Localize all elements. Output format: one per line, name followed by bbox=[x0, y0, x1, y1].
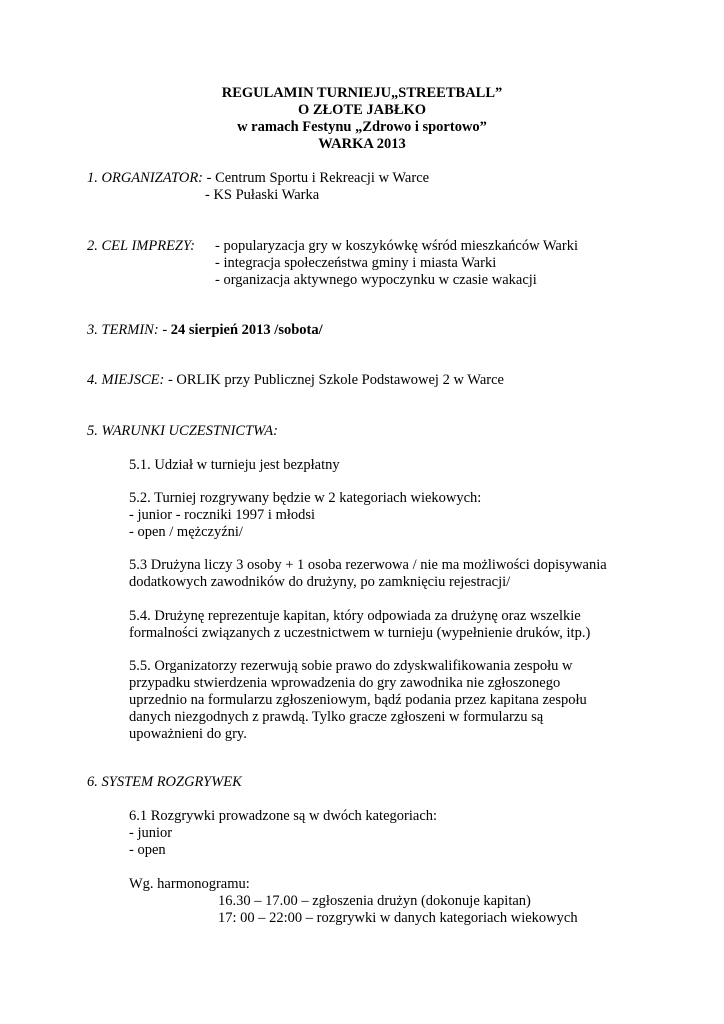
condition-5-3-line-1: 5.3 Drużyna liczy 3 osoby + 1 osoba rezerwowa / nie ma możliwości dopisywania bbox=[129, 557, 607, 573]
condition-5-1: 5.1. Udział w turnieju jest bezpłatny bbox=[129, 457, 340, 473]
system-6-1-line-2: - junior bbox=[129, 825, 173, 841]
system-6-1-line-3: - open bbox=[129, 842, 166, 858]
organizer-item-1: - Centrum Sportu i Rekreacji w Warce bbox=[203, 170, 430, 186]
goal-item-1: - popularyzacja gry w koszykówkę wśród mieszkańców Warki bbox=[215, 238, 578, 254]
condition-5-4-line-2: formalności związanych z uczestnictwem w turnieju (wypełnienie druków, itp.) bbox=[129, 625, 591, 641]
goal-label: 2. CEL IMPREZY: bbox=[87, 238, 195, 254]
place-line bbox=[87, 372, 504, 389]
date-value: 24 sierpień 2013 /sobota/ bbox=[170, 322, 323, 338]
condition-5-4-line-1: 5.4. Drużynę reprezentuje kapitan, który odpowiada za drużynę oraz wszelkie bbox=[129, 608, 581, 624]
title-line-2: O ZŁOTE JABŁKO bbox=[297, 102, 427, 118]
condition-5-5-line-2: przypadku stwierdzenia wprowadzenia do gry zawodnika nie zgłoszonego bbox=[129, 675, 561, 691]
schedule-line-2: 17: 00 – 22:00 – rozgrywki w danych kategoriach wiekowych bbox=[218, 910, 578, 926]
conditions-label: 5. WARUNKI UCZESTNICTWA: bbox=[87, 423, 278, 439]
goal-item-3: - organizacja aktywnego wypoczynku w czasie wakacji bbox=[215, 272, 537, 288]
date-label: 3. TERMIN: bbox=[87, 322, 159, 338]
condition-5-2-line-3: - open / mężczyźni/ bbox=[129, 524, 243, 540]
date-line bbox=[87, 322, 323, 339]
system-6-1-line-1: 6.1 Rozgrywki prowadzone są w dwóch kategoriach: bbox=[129, 808, 438, 824]
condition-5-3-line-2: dodatkowych zawodników do drużyny, po zamknięciu rejestracji/ bbox=[129, 574, 511, 590]
condition-5-2-line-2: - junior - roczniki 1997 i młodsi bbox=[129, 507, 316, 523]
title-line-3: w ramach Festynu „Zdrowo i sportowo” bbox=[237, 119, 487, 135]
title-line-4: WARKA 2013 bbox=[318, 136, 406, 152]
condition-5-5-line-1: 5.5. Organizatorzy rezerwują sobie prawo do zdyskwalifikowania zespołu w bbox=[129, 658, 573, 674]
condition-5-5-line-4: danych niezgodnych z prawdą. Tylko gracze zgłoszeni w formularzu są bbox=[129, 709, 544, 725]
condition-5-5-line-5: upoważnieni do gry. bbox=[129, 726, 247, 742]
organizer-item-2: - KS Pułaski Warka bbox=[205, 187, 320, 203]
title-line-1: REGULAMIN TURNIEJU„STREETBALL” bbox=[221, 85, 503, 101]
date-dash: - bbox=[158, 322, 171, 338]
condition-5-5-line-3: uprzednio na formularzu zgłoszeniowym, bądź podania przez kapitana zespołu bbox=[129, 692, 587, 708]
place-label: 4. MIEJSCE: bbox=[87, 372, 165, 388]
schedule-label: Wg. harmonogramu: bbox=[129, 876, 250, 892]
schedule-line-1: 16.30 – 17.00 – zgłoszenia drużyn (dokonuje kapitan) bbox=[218, 893, 531, 909]
organizer-label: 1. ORGANIZATOR: bbox=[87, 170, 203, 186]
system-label: 6. SYSTEM ROZGRYWEK bbox=[87, 774, 242, 790]
place-value: - ORLIK przy Publicznej Szkole Podstawowej 2 w Warce bbox=[164, 372, 504, 388]
organizer-line-1 bbox=[87, 170, 429, 187]
goal-item-2: - integracja społeczeństwa gminy i miasta Warki bbox=[215, 255, 497, 271]
condition-5-2-line-1: 5.2. Turniej rozgrywany będzie w 2 kategoriach wiekowych: bbox=[129, 490, 482, 506]
